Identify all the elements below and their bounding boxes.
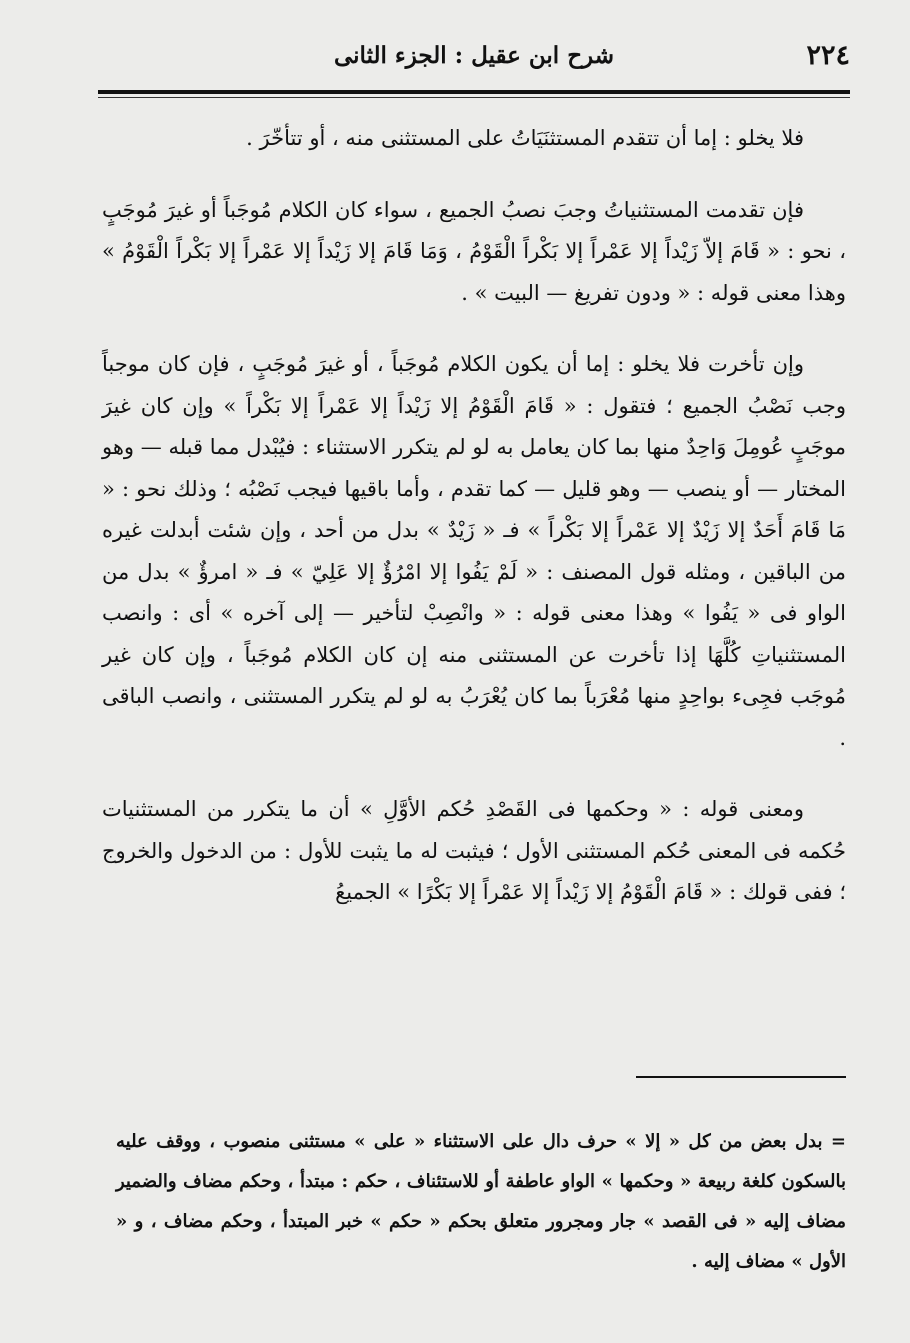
footnote-text: = بدل بعض من كل « إلا » حرف دال على الاستثناء « على » مستثنى منصوب ، ووقف عليه بالسكون كلغة ربيعة « وحكمها » الواو عاطفة أو للاستئناف ، حكم : مبتدأ ، وحكم مضاف والضمير مضاف إليه « فى القصد » جار ومجرور متعلق بحكم « حكم » خبر المبتدأ ، وحكم مضاف ، و « الأول » مضاف إليه . [116,1131,846,1272]
header-rule-thin [98,97,850,98]
paragraph-3: وإن تأخرت فلا يخلو : إما أن يكون الكلام مُوجَباً ، أو غيرَ مُوجَبٍ ، فإن كان موجباً وجب نَصْبُ الجميع ؛ فتقول : « قَامَ الْقَوْمُ إلا زَيْداً إلا عَمْراً إلا بَكْراً » وإن كان غيرَ موجَبٍ عُومِلَ وَاحِدٌ منها بما كان يعامل به لو لم يتكرر الاستثناء : فيُبْدل مما قبله — وهو المختار — أو ينصب — وهو قليل — كما تقدم ، وأما باقيها فيجب نَصْبُه ؛ وذلك نحو : « مَا قَامَ أَحَدٌ إلا زَيْدٌ إلا عَمْراً إلا بَكْراً » فـ « زَيْدٌ » بدل من أحد ، وإن شئت أبدلت غيره من الباقين ، ومثله قول المصنف : « لَمْ يَفُوا إلا امْرُؤٌ إلا عَلِيّ » فـ « امرؤٌ » بدل من الواو فى « يَفُوا » وهذا معنى قوله : « وانْصِبْ لتأخير — إلى آخره » أى : وانصب المستثنياتِ كُلَّهَا إذا تأخرت عن المستثنى منه إن كان الكلام مُوجَباً ، وإن كان غير مُوجَب فجِىء بواحِدٍ منها مُعْرَباً بما كان يُعْرَبُ به لو لم يتكرر المستثنى ، وانصب الباقى . [102,352,846,750]
main-text [102,118,846,944]
paragraph-4: ومعنى قوله : « وحكمها فى القَصْدِ حُكم الأوَّلِ » أن ما يتكرر من المستثنيات حُكمه فى المعنى حُكم المستثنى الأول ؛ فيثبت له ما يثبت للأول : من الدخول والخروج ؛ ففى قولك : « قَامَ الْقَوْمُ إلا زَيْداً إلا عَمْراً إلا بَكْرًا » الجميعُ [102,797,846,904]
footnote-rule [636,1076,846,1078]
paragraph-2: فإن تقدمت المستثنياتُ وجبَ نصبُ الجميع ، سواء كان الكلام مُوجَباً أو غيرَ مُوجَبٍ ، نحو : « قَامَ إلاّ زَيْداً إلا عَمْراً إلا بَكْراً الْقَوْمُ ، وَمَا قَامَ إلا زَيْداً إلا عَمْراً إلا بَكْراً الْقَوْمُ » وهذا معنى قوله : « ودون تفريغ — البيت » . [102,197,846,305]
paragraph-1: فلا يخلو : إما أن تتقدم المستثنَيَاتُ على المستثنى منه ، أو تتأخّرَ . [246,126,804,150]
footnote [116,1122,846,1282]
page-header [98,36,850,86]
page-number: ٢٢٤ [806,40,850,71]
running-title: شرح ابن عقيل : الجزء الثانى [333,42,615,69]
header-rule [98,90,850,94]
